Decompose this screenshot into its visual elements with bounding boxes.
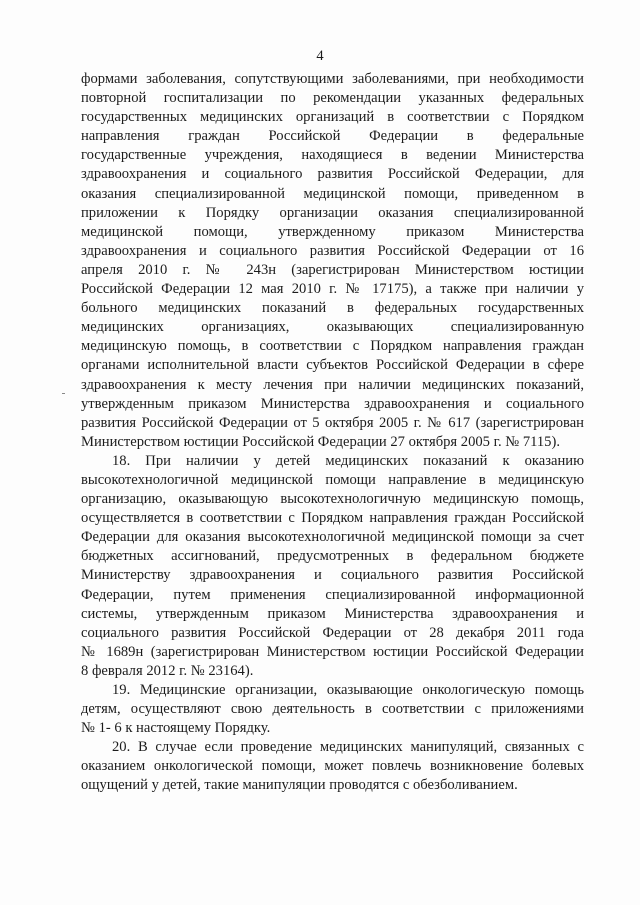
text-line: здравоохранения и социального развития Российской Федерации, для (81, 166, 584, 183)
text-line: Министерству здравоохранения и социального развития Российской (81, 567, 584, 584)
text-line: здравоохранения и социального развития Российской Федерации от 16 (81, 242, 584, 259)
text-line: бюджетных ассигнований, предусмотренных в федеральном бюджете (81, 548, 584, 565)
text-line: детям, осуществляют свою деятельность в соответствии с приложениями (81, 701, 584, 718)
document-body (81, 70, 584, 796)
text-line: 20. В случае если проведение медицинских манипуляций, связанных с (112, 739, 584, 756)
text-line: Министерством юстиции Российской Федерации 27 октября 2005 г. № 7115). (81, 433, 560, 450)
text-line: системы, утвержденным приказом Министерства здравоохранения и (81, 605, 584, 622)
text-line: медицинскую помощь, в соответствии с Порядком направления граждан (81, 338, 584, 355)
text-line: здравоохранения к месту лечения при наличии медицинских показаний, (81, 376, 584, 393)
text-line: формами заболевания, сопутствующими заболеваниями, при необходимости (81, 71, 584, 87)
text-line: социального развития Российской Федерации от 28 декабря 2011 года (81, 624, 584, 641)
text-line: государственные учреждения, находящиеся в ведении Министерства (81, 147, 584, 164)
text-line: приложении к Порядку организации оказания специализированной (81, 204, 584, 221)
text-line: Российской Федерации 12 мая 2010 г. № 17175), а также при наличии у (81, 281, 584, 298)
text-line: развития Российской Федерации от 5 октября 2005 г. № 617 (зарегистрирован (81, 414, 584, 431)
text-line: 8 февраля 2012 г. № 23164). (81, 662, 254, 679)
text-line: оказанием онкологической помощи, может повлечь возникновение болевых (81, 758, 584, 775)
paragraph-20 (81, 738, 584, 795)
text-line: высокотехнологичной медицинской помощи направление в медицинскую (81, 471, 584, 488)
text-line: № 1689н (зарегистрирован Министерством юстиции Российской Федерации (81, 643, 584, 660)
text-line: государственных медицинских организаций в соответствии с Порядком (81, 109, 584, 126)
paragraph-continued (81, 70, 584, 452)
text-line: больного медицинских показаний в федеральных государственных (81, 300, 584, 317)
text-line: оказания специализированной медицинской помощи, приведенном в (81, 185, 584, 202)
text-line: 18. При наличии у детей медицинских показаний к оказанию (112, 452, 584, 469)
text-line: медицинских организациях, оказывающих специализированную (81, 319, 584, 336)
paragraph-18 (81, 452, 584, 681)
paragraph-19 (81, 681, 584, 738)
margin-mark (62, 393, 65, 394)
text-line: осуществляется в соответствии с Порядком направления граждан Российской (81, 510, 584, 527)
text-line: Федерации для оказания высокотехнологичной медицинской помощи за счет (81, 529, 584, 546)
text-line: 19. Медицинские организации, оказывающие онкологическую помощь (112, 682, 584, 698)
text-line: повторной госпитализации по рекомендации указанных федеральных (81, 90, 584, 107)
text-line: организацию, оказывающую высокотехнологичную медицинскую помощь, (81, 491, 584, 508)
text-line: органами исполнительной власти субъектов Российской Федерации в сфере (81, 357, 584, 374)
text-line: направления граждан Российской Федерации в федеральные (81, 128, 584, 145)
text-line: Федерации, путем применения специализированной информационной (81, 586, 584, 603)
text-line: апреля 2010 г. № 243н (зарегистрирован Министерством юстиции (81, 261, 584, 278)
text-line: утвержденным приказом Министерства здравоохранения и социального (81, 395, 584, 412)
text-line: ощущений у детей, такие манипуляции проводятся с обезболиванием. (81, 777, 518, 794)
text-line: медицинской помощи, утвержденному приказом Министерства (81, 223, 584, 240)
page-number: 4 (316, 48, 324, 64)
text-line: № 1- 6 к настоящему Порядку. (81, 720, 271, 737)
